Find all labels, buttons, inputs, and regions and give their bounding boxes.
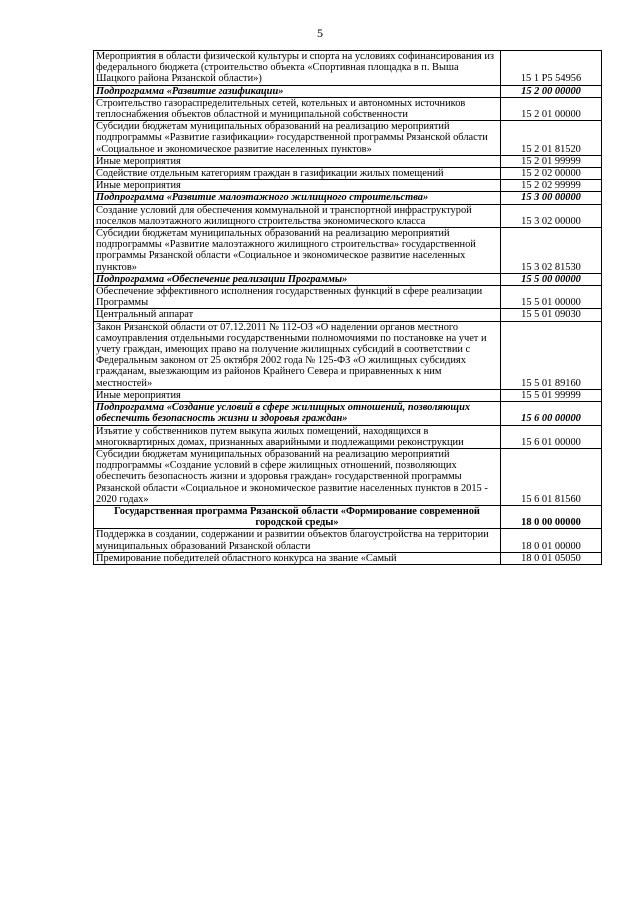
table-row — [94, 552, 602, 564]
subprogram-row — [94, 402, 602, 425]
row-name-cell: Субсидии бюджетам муниципальных образований на реализацию мероприятий подпрограммы «Развитие газификации» государственной программы Рязанской области «Социальное и экономическое развитие населенных пунктов» — [94, 121, 501, 156]
table-row — [94, 309, 602, 321]
row-code-cell: 15 2 01 00000 — [501, 97, 602, 120]
row-code-cell: 15 5 01 00000 — [501, 286, 602, 309]
table-row — [94, 155, 602, 167]
table-row — [94, 286, 602, 309]
row-code-cell: 15 5 00 00000 — [501, 273, 602, 285]
row-code-cell: 15 3 02 81530 — [501, 228, 602, 274]
row-name-cell: Подпрограмма «Обеспечение реализации Программы» — [94, 273, 501, 285]
row-name-cell: Иные мероприятия — [94, 180, 501, 192]
row-name-cell: Иные мероприятия — [94, 389, 501, 401]
row-code-cell: 15 2 02 00000 — [501, 168, 602, 180]
row-name-cell: Подпрограмма «Развитие газификации» — [94, 85, 501, 97]
row-code-cell: 18 0 01 00000 — [501, 529, 602, 552]
row-code-cell: 15 1 Р5 54956 — [501, 51, 602, 86]
row-name-cell: Центральный аппарат — [94, 309, 501, 321]
table-row — [94, 204, 602, 227]
table-row — [94, 180, 602, 192]
row-code-cell: 15 3 02 00000 — [501, 204, 602, 227]
budget-classification-table — [93, 50, 602, 565]
row-name-cell: Субсидии бюджетам муниципальных образований на реализацию мероприятий подпрограммы «Создание условий в сфере жилищных отношений, позволяющих обеспечить безопасность жизни и здоровья граждан» государственной программы Рязанской области «Социальное и экономическое развитие населенных пунктов в 2015 - 2020 годах» — [94, 448, 501, 505]
row-code-cell: 18 0 01 05050 — [501, 552, 602, 564]
row-code-cell: 15 2 01 99999 — [501, 155, 602, 167]
table-row — [94, 228, 602, 274]
row-code-cell: 15 2 02 99999 — [501, 180, 602, 192]
program-row — [94, 505, 602, 528]
row-name-cell: Создание условий для обеспечения коммунальной и транспортной инфраструктурой поселков малоэтажного жилищного строительства экономического класса — [94, 204, 501, 227]
row-code-cell: 15 6 01 81560 — [501, 448, 602, 505]
subprogram-row — [94, 192, 602, 204]
page-number: 5 — [317, 26, 323, 40]
table-row — [94, 168, 602, 180]
table-row — [94, 529, 602, 552]
table-body — [94, 51, 602, 565]
row-name-cell: Поддержка в создании, содержании и развитии объектов благоустройства на территории муниципальных образований Рязанской области — [94, 529, 501, 552]
row-code-cell: 15 3 00 00000 — [501, 192, 602, 204]
row-name-cell: Подпрограмма «Развитие малоэтажного жилищного строительства» — [94, 192, 501, 204]
subprogram-row — [94, 273, 602, 285]
row-code-cell: 15 2 01 81520 — [501, 121, 602, 156]
table-row — [94, 389, 602, 401]
row-name-cell: Субсидии бюджетам муниципальных образований на реализацию мероприятий подпрограммы «Развитие малоэтажного жилищного строительства» государственной программы Рязанской области «Социальное и экономическое развитие населенных пунктов» — [94, 228, 501, 274]
table-row — [94, 448, 602, 505]
row-code-cell: 15 6 00 00000 — [501, 402, 602, 425]
table-row — [94, 51, 602, 86]
row-name-cell: Строительство газораспределительных сетей, котельных и автономных источников теплоснабжения объектов областной и муниципальной собственности — [94, 97, 501, 120]
row-code-cell: 15 5 01 99999 — [501, 389, 602, 401]
row-name-cell: Изъятие у собственников путем выкупа жилых помещений, находящихся в многоквартирных домах, признанных аварийными и подлежащими реконструкции — [94, 425, 501, 448]
row-name-cell: Мероприятия в области физической культуры и спорта на условиях софинансирования из федерального бюджета (строительство объекта «Спортивная площадка в п. Выша Шацкого района Рязанской области») — [94, 51, 501, 86]
row-code-cell: 15 6 01 00000 — [501, 425, 602, 448]
row-code-cell: 15 5 01 89160 — [501, 321, 602, 389]
row-name-cell: Иные мероприятия — [94, 155, 501, 167]
table-row — [94, 321, 602, 389]
row-name-cell: Подпрограмма «Создание условий в сфере жилищных отношений, позволяющих обеспечить безопасность жизни и здоровья граждан» — [94, 402, 501, 425]
row-name-cell: Закон Рязанской области от 07.12.2011 № 112-ОЗ «О наделении органов местного самоуправления отдельными государственными полномочиями по постановке на учет и учету граждан, имеющих право на получение жилищных субсидий в соответствии с Федеральным законом от 25 октября 2002 года № 125-ФЗ «О жилищных субсидиях гражданам, выезжающим из районов Крайнего Севера и приравненных к ним местностей» — [94, 321, 501, 389]
subprogram-row — [94, 85, 602, 97]
row-name-cell: Государственная программа Рязанской области «Формирование современной городской среды» — [94, 505, 501, 528]
row-code-cell: 15 2 00 00000 — [501, 85, 602, 97]
table-row — [94, 425, 602, 448]
row-name-cell: Содействие отдельным категориям граждан в газификации жилых помещений — [94, 168, 501, 180]
table-row — [94, 121, 602, 156]
table-row — [94, 97, 602, 120]
row-name-cell: Обеспечение эффективного исполнения государственных функций в сфере реализации Программы — [94, 286, 501, 309]
row-name-cell: Премирование победителей областного конкурса на звание «Самый — [94, 552, 501, 564]
row-code-cell: 18 0 00 00000 — [501, 505, 602, 528]
row-code-cell: 15 5 01 09030 — [501, 309, 602, 321]
